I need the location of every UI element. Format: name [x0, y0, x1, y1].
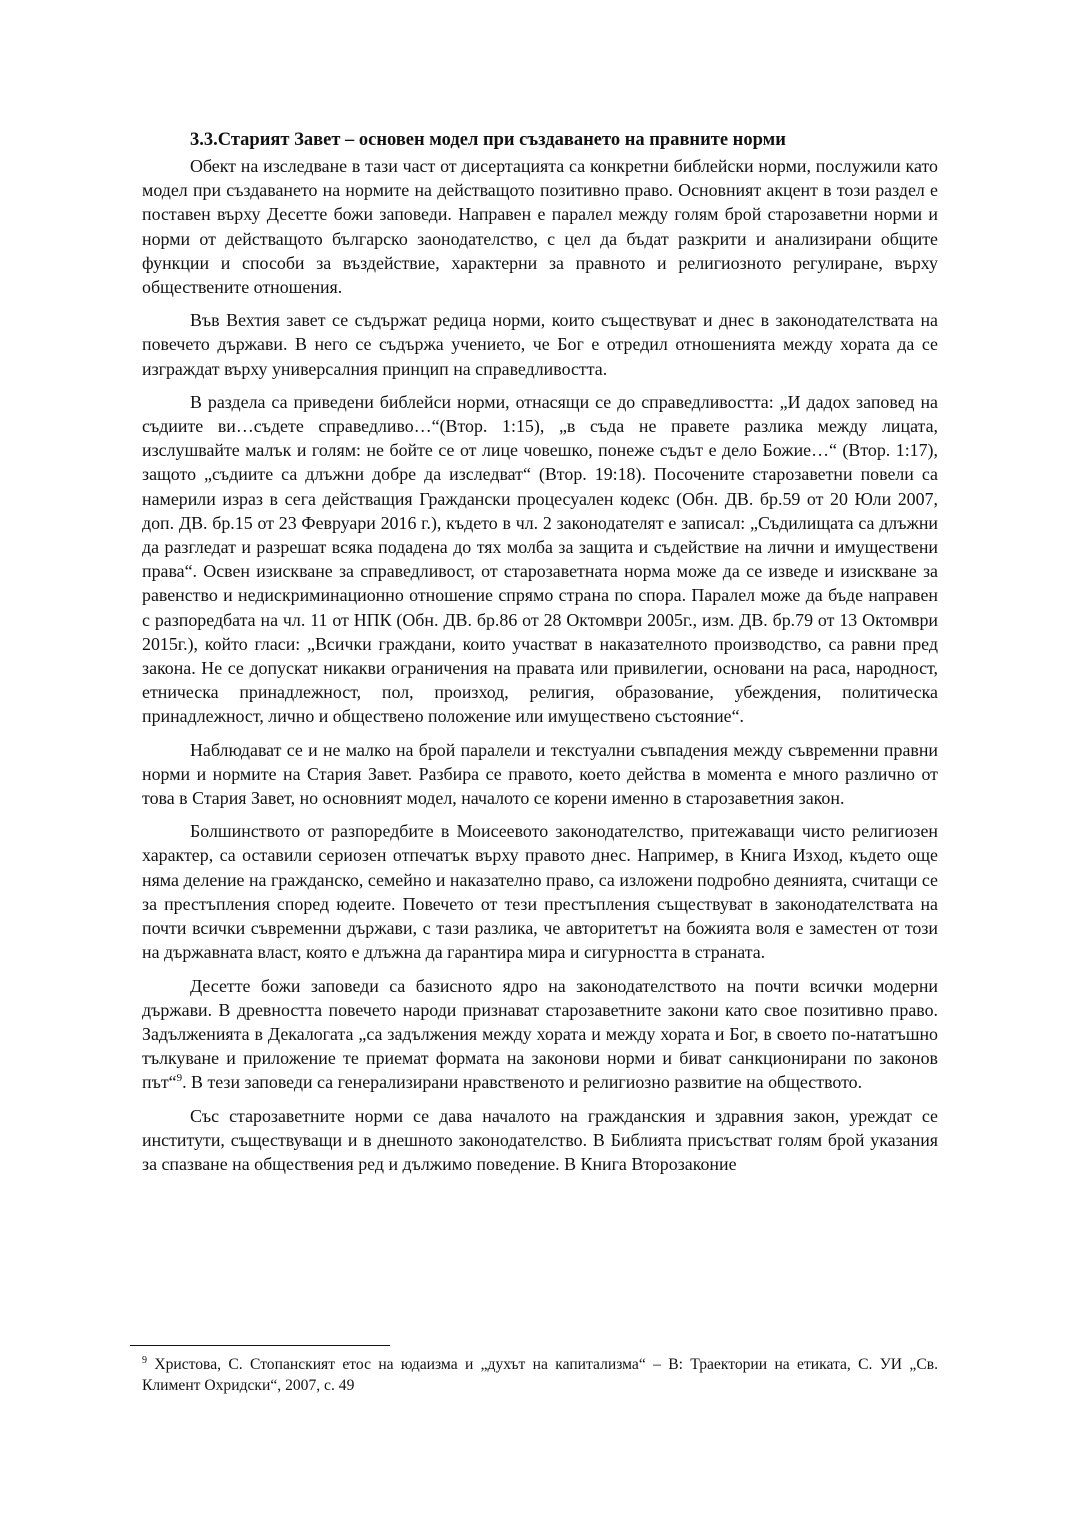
paragraph-6-text: Десетте божи заповеди са базисното ядро на законодателството на почти всички модерни държави. В древността повечето народи признават старозаветните закони като свое позитивно право. Задълженията в Декалогата „са задължения между хората и между хората и Бог, в своето по-нататъшно тълкуване и приложение те приемат формата на законови норми и биват санкционирани по законов път“ [142, 975, 938, 1093]
paragraph-1: Обект на изследване в тази част от дисертацията са конкретни библейски норми, послужили като модел при създаването на нормите на действащото позитивно право. Основният акцент в този раздел е поставен върху Десетте божи заповеди. Направен е паралел между голям брой старозаветни норми и норми от действащото българско заонодателство, с цел да бъдат разкрити и анализирани общите функции и способи за въздействие, характерни за правното и религиозното регулиране, върху обществените отношения. [142, 156, 938, 298]
paragraph-3: В раздела са приведени библейси норми, отнасящи се до справедливостта: „И дадох заповед на съдиите ви…съдете справедливо…“(Втор. 1:15), „в съда не правете разлика между лицата, изслушвайте малък и голям: не бойте се от лице човешко, понеже съдът е дело Божие…“ (Втор. 1:17), защото „съдиите са длъжни добре да изследват“ (Втор. 19:18). Посочените старозаветни повели са намерили израз в сега действащия Граждански процесуален кодекс (Обн. ДВ. бр.59 от 20 Юли 2007, доп. ДВ. бр.15 от 23 Февруари 2016 г.), където в чл. 2 законодателят е записал: „Съдилищата са длъжни да разгледат и разрешат всяка подадена до тях молба за защита и съдействие на лични и имуществени права“. Освен изискване за справедливост, от старозаветната норма може да се изведе и изискване за равенство и недискриминационно отношение спрямо страна по спора. Паралел може да бъде направен с разпоредбата на чл. 11 от НПК (Обн. ДВ. бр.86 от 28 Октомври 2005г., изм. ДВ. бр.79 от 13 Октомври 2015г.), който гласи: „Всички граждани, които участват в наказателното производство, са равни пред закона. Не се допускат никакви ограничения на правата или привилегии, основани на раса, народност, етническа принадлежност, пол, произход, религия, образование, убеждения, политическа принадлежност, лично и обществено положение или имуществено състояние“. [142, 391, 938, 727]
paragraph-7: Със старозаветните норми се дава началото на гражданския и здравния закон, уреждат се институти, съществуващи и в днешното законодателство. В Библията присъстват голям брой указания за спазване на обществения ред и дължимо поведение. В Книга Второзаконие [142, 1105, 938, 1174]
footnote-separator [130, 1345, 390, 1346]
footnote [142, 1355, 938, 1396]
paragraph-4: Наблюдават се и не малко на брой паралели и текстуални съвпадения между съвременни правни норми и нормите на Стария Завет. Разбира се правото, което действа в момента е много различно от това в Стария Завет, но основният модел, началото се корени именно в старозаветния закон. [142, 739, 938, 809]
paragraph-6 [142, 974, 938, 1095]
paragraph-6-text-end: . В тези заповеди са генерализирани нравственото и религиозно развитие на обществото. [182, 1072, 863, 1093]
document-body [142, 128, 938, 1185]
footnote-text: Христова, С. Стопанският етос на юдаизма и „духът на капитализма“ – В: Траектории на етиката, С. УИ „Св. Климент Охридски“, 2007, с. 49 [142, 1356, 938, 1394]
paragraph-2: Във Вехтия завет се съдържат редица норми, които съществуват и днес в законодателствата на повечето държави. В него се съдържа учението, че Бог е отредил отношенията между хората да се изграждат върху универсалния принцип на справедливостта. [142, 310, 938, 379]
paragraph-5: Болшинството от разпоредбите в Моисеевото законодателство, притежаващи чисто религиозен характер, са оставили сериозен отпечатък върху правото днес. Например, в Книга Изход, където още няма деление на гражданско, семейно и наказателно право, са изложени подробно деянията, считащи се за престъпления според юдеите. Повечето от тези престъпления съществуват в законодателствата на почти всички съвременни държави, с тази разлика, че авторитетът на божията воля е заместен от този на държавната власт, която е длъжна да гарантира мира и сигурността в страната. [142, 821, 938, 963]
footnote-marker: 9 [142, 1354, 147, 1366]
footnote-reference[interactable]: 9 [176, 1072, 183, 1085]
section-heading: 3.3.Старият Завет – основен модел при създаването на правните норми [190, 130, 786, 150]
